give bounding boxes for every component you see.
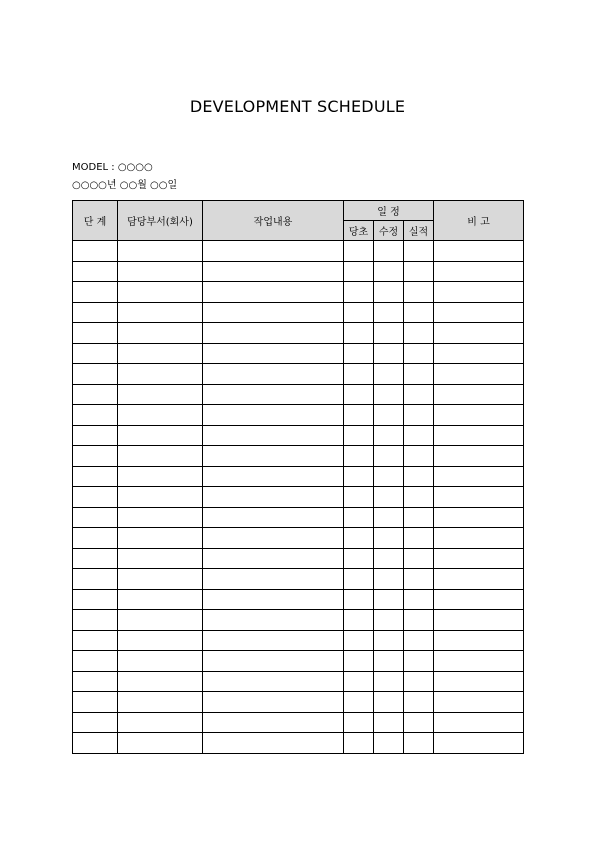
cell-work[interactable] — [203, 712, 344, 733]
cell-actual[interactable] — [404, 466, 434, 487]
cell-revised[interactable] — [374, 384, 404, 405]
cell-work[interactable] — [203, 466, 344, 487]
cell-actual[interactable] — [404, 446, 434, 467]
header-planned: 당초 — [344, 221, 374, 241]
cell-planned[interactable] — [344, 507, 374, 528]
cell-work[interactable] — [203, 323, 344, 344]
table-row — [73, 261, 524, 282]
cell-actual[interactable] — [404, 548, 434, 569]
cell-remarks[interactable] — [434, 241, 524, 262]
table-row — [73, 548, 524, 569]
cell-revised[interactable] — [374, 671, 404, 692]
cell-stage[interactable] — [73, 610, 118, 631]
cell-dept[interactable] — [118, 733, 203, 754]
cell-dept[interactable] — [118, 692, 203, 713]
cell-actual[interactable] — [404, 528, 434, 549]
cell-planned[interactable] — [344, 343, 374, 364]
cell-planned[interactable] — [344, 671, 374, 692]
table-row — [73, 302, 524, 323]
development-schedule-table — [72, 200, 524, 754]
cell-work[interactable] — [203, 671, 344, 692]
table-header-row — [73, 201, 524, 221]
cell-work[interactable] — [203, 548, 344, 569]
cell-stage[interactable] — [73, 302, 118, 323]
cell-revised[interactable] — [374, 466, 404, 487]
cell-stage[interactable] — [73, 712, 118, 733]
cell-actual[interactable] — [404, 384, 434, 405]
cell-revised[interactable] — [374, 364, 404, 385]
cell-stage[interactable] — [73, 733, 118, 754]
header-remarks: 비 고 — [434, 201, 524, 241]
table-row — [73, 692, 524, 713]
table-body — [73, 241, 524, 754]
header-dept: 담당부서(회사) — [118, 201, 203, 241]
cell-work[interactable] — [203, 507, 344, 528]
table-row — [73, 466, 524, 487]
cell-dept[interactable] — [118, 384, 203, 405]
cell-work[interactable] — [203, 343, 344, 364]
header-work: 작업내용 — [203, 201, 344, 241]
cell-planned[interactable] — [344, 610, 374, 631]
header-revised: 수정 — [374, 221, 404, 241]
table-row — [73, 671, 524, 692]
cell-work[interactable] — [203, 261, 344, 282]
cell-stage[interactable] — [73, 343, 118, 364]
cell-stage[interactable] — [73, 261, 118, 282]
cell-actual[interactable] — [404, 589, 434, 610]
cell-work[interactable] — [203, 610, 344, 631]
cell-actual[interactable] — [404, 630, 434, 651]
cell-planned[interactable] — [344, 528, 374, 549]
cell-planned[interactable] — [344, 651, 374, 672]
cell-work[interactable] — [203, 630, 344, 651]
table-row — [73, 528, 524, 549]
cell-work[interactable] — [203, 733, 344, 754]
cell-stage[interactable] — [73, 425, 118, 446]
cell-stage[interactable] — [73, 692, 118, 713]
cell-revised[interactable] — [374, 302, 404, 323]
cell-work[interactable] — [203, 651, 344, 672]
header-stage: 단 계 — [73, 201, 118, 241]
cell-revised[interactable] — [374, 446, 404, 467]
cell-planned[interactable] — [344, 302, 374, 323]
cell-revised[interactable] — [374, 241, 404, 262]
cell-planned[interactable] — [344, 405, 374, 426]
cell-stage[interactable] — [73, 548, 118, 569]
cell-revised[interactable] — [374, 261, 404, 282]
cell-work[interactable] — [203, 364, 344, 385]
cell-dept[interactable] — [118, 446, 203, 467]
cell-actual[interactable] — [404, 651, 434, 672]
header-actual: 실적 — [404, 221, 434, 241]
cell-stage[interactable] — [73, 651, 118, 672]
cell-work[interactable] — [203, 384, 344, 405]
cell-actual[interactable] — [404, 282, 434, 303]
cell-planned[interactable] — [344, 589, 374, 610]
cell-planned[interactable] — [344, 466, 374, 487]
cell-actual[interactable] — [404, 405, 434, 426]
table-row — [73, 425, 524, 446]
cell-dept[interactable] — [118, 425, 203, 446]
cell-stage[interactable] — [73, 323, 118, 344]
cell-remarks[interactable] — [434, 343, 524, 364]
cell-planned[interactable] — [344, 282, 374, 303]
cell-actual[interactable] — [404, 712, 434, 733]
cell-remarks[interactable] — [434, 282, 524, 303]
cell-remarks[interactable] — [434, 446, 524, 467]
cell-remarks[interactable] — [434, 630, 524, 651]
cell-dept[interactable] — [118, 630, 203, 651]
cell-actual[interactable] — [404, 692, 434, 713]
table-row — [73, 343, 524, 364]
date-line: ○○○○년 ○○월 ○○일 — [72, 180, 178, 191]
cell-dept[interactable] — [118, 712, 203, 733]
cell-stage[interactable] — [73, 569, 118, 590]
cell-planned[interactable] — [344, 548, 374, 569]
cell-revised[interactable] — [374, 733, 404, 754]
cell-actual[interactable] — [404, 733, 434, 754]
cell-actual[interactable] — [404, 241, 434, 262]
cell-planned[interactable] — [344, 261, 374, 282]
cell-remarks[interactable] — [434, 302, 524, 323]
cell-dept[interactable] — [118, 589, 203, 610]
cell-dept[interactable] — [118, 671, 203, 692]
cell-work[interactable] — [203, 692, 344, 713]
cell-remarks[interactable] — [434, 610, 524, 631]
table-row — [73, 487, 524, 508]
cell-planned[interactable] — [344, 241, 374, 262]
cell-work[interactable] — [203, 302, 344, 323]
cell-stage[interactable] — [73, 487, 118, 508]
cell-planned[interactable] — [344, 425, 374, 446]
cell-remarks[interactable] — [434, 589, 524, 610]
cell-remarks[interactable] — [434, 651, 524, 672]
cell-actual[interactable] — [404, 569, 434, 590]
cell-revised[interactable] — [374, 528, 404, 549]
cell-revised[interactable] — [374, 651, 404, 672]
cell-planned[interactable] — [344, 323, 374, 344]
cell-revised[interactable] — [374, 487, 404, 508]
cell-revised[interactable] — [374, 589, 404, 610]
cell-actual[interactable] — [404, 671, 434, 692]
cell-remarks[interactable] — [434, 405, 524, 426]
cell-revised[interactable] — [374, 405, 404, 426]
cell-revised[interactable] — [374, 425, 404, 446]
cell-dept[interactable] — [118, 569, 203, 590]
table-row — [73, 405, 524, 426]
table-row — [73, 733, 524, 754]
cell-dept[interactable] — [118, 528, 203, 549]
cell-revised[interactable] — [374, 712, 404, 733]
cell-dept[interactable] — [118, 548, 203, 569]
cell-dept[interactable] — [118, 610, 203, 631]
cell-stage[interactable] — [73, 405, 118, 426]
cell-remarks[interactable] — [434, 323, 524, 344]
cell-dept[interactable] — [118, 282, 203, 303]
cell-stage[interactable] — [73, 466, 118, 487]
cell-stage[interactable] — [73, 446, 118, 467]
cell-planned[interactable] — [344, 630, 374, 651]
cell-revised[interactable] — [374, 610, 404, 631]
cell-planned[interactable] — [344, 569, 374, 590]
cell-planned[interactable] — [344, 364, 374, 385]
cell-planned[interactable] — [344, 384, 374, 405]
table-row — [73, 384, 524, 405]
cell-actual[interactable] — [404, 343, 434, 364]
cell-remarks[interactable] — [434, 671, 524, 692]
cell-work[interactable] — [203, 446, 344, 467]
cell-work[interactable] — [203, 405, 344, 426]
cell-stage[interactable] — [73, 241, 118, 262]
cell-remarks[interactable] — [434, 712, 524, 733]
cell-revised[interactable] — [374, 548, 404, 569]
table-row — [73, 610, 524, 631]
cell-actual[interactable] — [404, 302, 434, 323]
table-row — [73, 589, 524, 610]
cell-stage[interactable] — [73, 282, 118, 303]
cell-revised[interactable] — [374, 323, 404, 344]
cell-dept[interactable] — [118, 343, 203, 364]
cell-dept[interactable] — [118, 241, 203, 262]
cell-revised[interactable] — [374, 282, 404, 303]
cell-dept[interactable] — [118, 507, 203, 528]
cell-stage[interactable] — [73, 364, 118, 385]
cell-stage[interactable] — [73, 384, 118, 405]
table-row — [73, 651, 524, 672]
cell-actual[interactable] — [404, 323, 434, 344]
cell-dept[interactable] — [118, 651, 203, 672]
cell-work[interactable] — [203, 241, 344, 262]
cell-stage[interactable] — [73, 671, 118, 692]
cell-dept[interactable] — [118, 466, 203, 487]
table-row — [73, 630, 524, 651]
cell-work[interactable] — [203, 589, 344, 610]
cell-dept[interactable] — [118, 323, 203, 344]
cell-revised[interactable] — [374, 569, 404, 590]
cell-actual[interactable] — [404, 261, 434, 282]
table-row — [73, 323, 524, 344]
cell-planned[interactable] — [344, 692, 374, 713]
cell-planned[interactable] — [344, 487, 374, 508]
cell-remarks[interactable] — [434, 364, 524, 385]
table-row — [73, 446, 524, 467]
cell-work[interactable] — [203, 425, 344, 446]
cell-revised[interactable] — [374, 692, 404, 713]
cell-planned[interactable] — [344, 446, 374, 467]
cell-actual[interactable] — [404, 487, 434, 508]
table-row — [73, 712, 524, 733]
cell-dept[interactable] — [118, 261, 203, 282]
cell-stage[interactable] — [73, 589, 118, 610]
cell-actual[interactable] — [404, 425, 434, 446]
cell-planned[interactable] — [344, 712, 374, 733]
cell-remarks[interactable] — [434, 548, 524, 569]
table-row — [73, 241, 524, 262]
cell-stage[interactable] — [73, 528, 118, 549]
cell-revised[interactable] — [374, 343, 404, 364]
cell-planned[interactable] — [344, 733, 374, 754]
cell-remarks[interactable] — [434, 466, 524, 487]
cell-actual[interactable] — [404, 507, 434, 528]
cell-remarks[interactable] — [434, 384, 524, 405]
header-schedule: 일 정 — [344, 201, 434, 221]
table-row — [73, 282, 524, 303]
cell-dept[interactable] — [118, 364, 203, 385]
document-title: DEVELOPMENT SCHEDULE — [189, 97, 406, 116]
cell-remarks[interactable] — [434, 507, 524, 528]
cell-revised[interactable] — [374, 507, 404, 528]
cell-remarks[interactable] — [434, 425, 524, 446]
table-row — [73, 507, 524, 528]
table-row — [73, 364, 524, 385]
cell-remarks[interactable] — [434, 528, 524, 549]
table-row — [73, 569, 524, 590]
cell-work[interactable] — [203, 528, 344, 549]
cell-dept[interactable] — [118, 405, 203, 426]
cell-stage[interactable] — [73, 630, 118, 651]
cell-actual[interactable] — [404, 610, 434, 631]
cell-work[interactable] — [203, 487, 344, 508]
cell-actual[interactable] — [404, 364, 434, 385]
cell-dept[interactable] — [118, 302, 203, 323]
cell-remarks[interactable] — [434, 692, 524, 713]
cell-work[interactable] — [203, 569, 344, 590]
cell-remarks[interactable] — [434, 487, 524, 508]
cell-remarks[interactable] — [434, 733, 524, 754]
cell-dept[interactable] — [118, 487, 203, 508]
model-line: MODEL : ○○○○ — [72, 162, 153, 173]
cell-remarks[interactable] — [434, 569, 524, 590]
cell-revised[interactable] — [374, 630, 404, 651]
cell-remarks[interactable] — [434, 261, 524, 282]
cell-stage[interactable] — [73, 507, 118, 528]
cell-work[interactable] — [203, 282, 344, 303]
